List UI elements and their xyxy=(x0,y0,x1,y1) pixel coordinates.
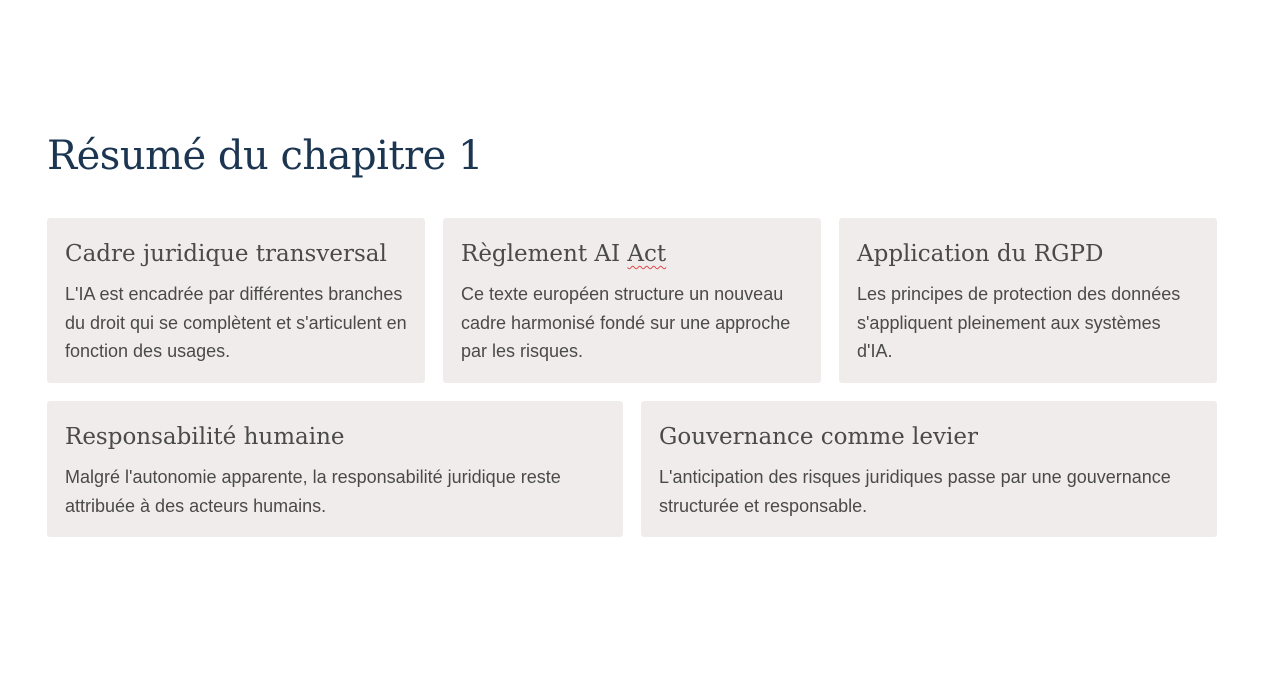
card-title: Responsabilité humaine xyxy=(65,424,345,450)
summary-card-governance xyxy=(641,401,1217,537)
card-text: Malgré l'autonomie apparente, la responsabilité juridique reste attribuée à des acteurs humains. xyxy=(65,467,561,516)
card-title: Gouvernance comme levier xyxy=(659,424,978,450)
summary-card-legal-framework xyxy=(47,218,425,383)
card-text: L'IA est encadrée par différentes branches du droit qui se complètent et s'articulent en fonction des usages. xyxy=(65,284,407,361)
spellcheck-flagged-word[interactable]: Act xyxy=(627,241,667,267)
card-text: Les principes de protection des données s'appliquent pleinement aux systèmes d'IA. xyxy=(857,284,1181,361)
summary-card-gdpr xyxy=(839,218,1217,383)
card-title: Cadre juridique transversal xyxy=(65,241,387,267)
card-title-prefix: Règlement AI xyxy=(461,241,628,267)
card-title: Application du RGPD xyxy=(857,241,1104,267)
summary-card-human-responsibility xyxy=(47,401,623,537)
card-title xyxy=(461,240,803,268)
page-title: Résumé du chapitre 1 xyxy=(47,133,483,179)
card-text: Ce texte européen structure un nouveau cadre harmonisé fondé sur une approche par les risques. xyxy=(461,284,791,361)
card-text: L'anticipation des risques juridiques passe par une gouvernance structurée et responsable. xyxy=(659,467,1171,516)
summary-card-ai-act xyxy=(443,218,821,383)
